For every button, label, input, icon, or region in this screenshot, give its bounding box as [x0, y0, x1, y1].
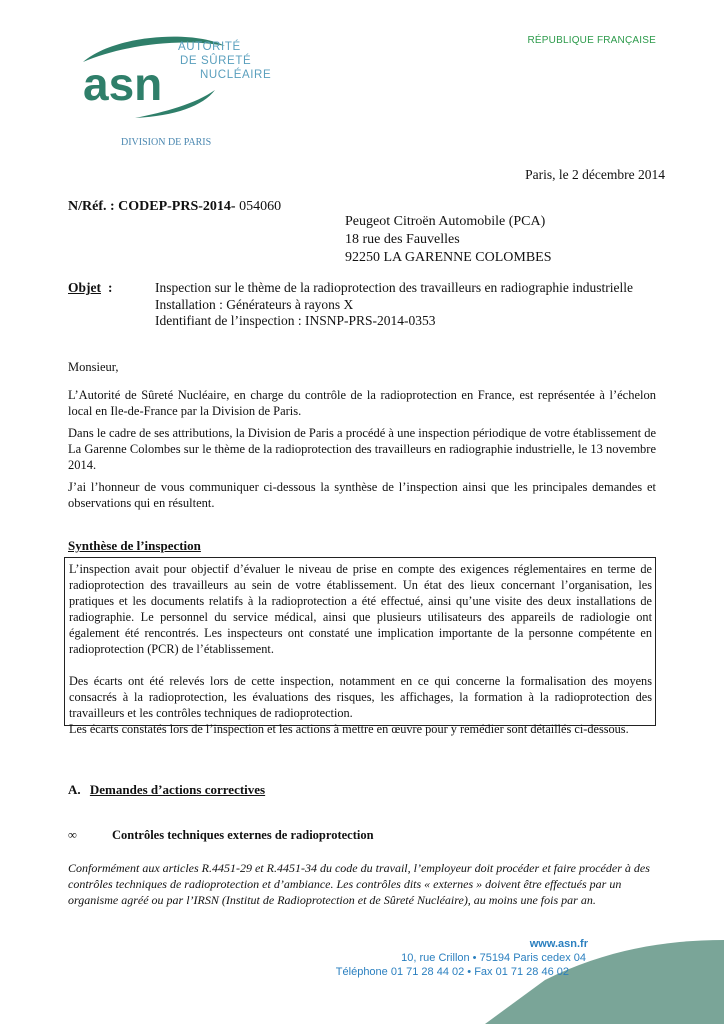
- footer-website: www.asn.fr: [529, 938, 588, 950]
- objet-line: Inspection sur le thème de la radioprotection des travailleurs en radiographie industrielle: [155, 280, 633, 295]
- recipient-line: 18 rue des Fauvelles: [345, 232, 460, 247]
- recipient-line: Peugeot Citroën Automobile (PCA): [345, 214, 546, 229]
- footer-phone: Téléphone 01 71 28 44 02 • Fax 01 71 28 46 02: [335, 966, 569, 978]
- objet-text: [155, 280, 633, 330]
- logo-org-line3: NUCLÉAIRE: [200, 69, 272, 81]
- synthese-paragraph: L’inspection avait pour objectif d’évaluer le niveau de prise en compte des exigences réglementaires en terme de radioprotection des travailleurs au sein de votre établissement. Un état des lieux concernant l’organisation, les pratiques et les documents relatifs à la radioprotection a été effectué, ainsi qu’une visite des deux installations de radiographie. Le personnel du service médical, ainsi que plusieurs utilisateurs des appareils de radiologie ont également été rencontrés. Les inspecteurs ont constaté une implication importante de la personne compétente en radioprotection (PCR) de l’établissement.: [69, 562, 652, 656]
- logo-org-name: [178, 40, 271, 82]
- synthese-paragraph: Les écarts constatés lors de l’inspection et les actions à mettre en œuvre pour y remédier sont détaillés ci-dessous.: [69, 722, 629, 736]
- section-a-title: Demandes d’actions correctives: [89, 782, 266, 797]
- objet-line: Identifiant de l’inspection : INSNP-PRS-2014-0353: [155, 313, 436, 328]
- reference-number: 054060: [239, 199, 282, 214]
- logo-org-line2: DE SÛRETÉ: [180, 55, 252, 67]
- reference-label: N/Réf. : CODEP-PRS-2014-: [68, 199, 236, 214]
- objet-line: Installation : Générateurs à rayons X: [155, 296, 354, 312]
- recipient-line: 92250 LA GARENNE COLOMBES: [345, 250, 552, 265]
- division-label: DIVISION DE PARIS: [121, 137, 212, 148]
- intro-paragraph: J’ai l’honneur de vous communiquer ci-dessous la synthèse de l’inspection ainsi que les principales demandes et observations qui en résultent.: [68, 480, 656, 510]
- subsection-title: Contrôles techniques externes de radioprotection: [112, 828, 374, 842]
- intro-paragraph: L’Autorité de Sûreté Nucléaire, en charge du contrôle de la radioprotection en France, est représentée à l’échelon local en Ile-de-France par la Division de Paris.: [68, 388, 656, 418]
- logo-org-line1: AUTORITÉ: [178, 41, 241, 53]
- objet-colon: :: [108, 280, 113, 295]
- republique-francaise-label: RÉPUBLIQUE FRANÇAISE: [527, 35, 656, 46]
- section-a-heading: [68, 782, 265, 798]
- synthese-box: [64, 557, 656, 736]
- bullet-symbol: ∞: [68, 828, 77, 842]
- footer-address: 10, rue Crillon • 75194 Paris cedex 04: [401, 952, 586, 964]
- regulation-paragraph: Conformément aux articles R.4451-29 et R.4451-34 du code du travail, l’employeur doit procéder et faire procéder à des contrôles techniques de radioprotection et d’ambiance. Les contrôles dits « externes » doivent être effectués par un organisme agréé ou par l’IRSN (Institut de Radioprotection et de Sûreté Nucléaire), au moins une fois par an.: [68, 861, 650, 907]
- salutation: Monsieur,: [68, 360, 119, 374]
- synthese-title: Synthèse de l’inspection: [68, 538, 201, 553]
- letter-date: Paris, le 2 décembre 2014: [525, 167, 665, 182]
- intro-paragraph: Dans le cadre de ses attributions, la Division de Paris a procédé à une inspection périodique de votre établissement de La Garenne Colombes sur le thème de la radioprotection des travailleurs en radiographie industrielle, le 13 novembre 2014.: [68, 426, 657, 472]
- reference: [68, 199, 281, 215]
- section-a-prefix: A.: [68, 782, 81, 797]
- recipient-address: [345, 213, 552, 267]
- logo-asn-text: asn: [83, 58, 163, 110]
- synthese-paragraph: Des écarts ont été relevés lors de cette inspection, notamment en ce qui concerne la formalisation des moyens consacrés à la radioprotection, les évaluations des risques, les affichages, la formation à la radioprotection des travailleurs et les contrôles techniques de radioprotection.: [69, 674, 652, 720]
- objet-label: Objet: [68, 280, 101, 295]
